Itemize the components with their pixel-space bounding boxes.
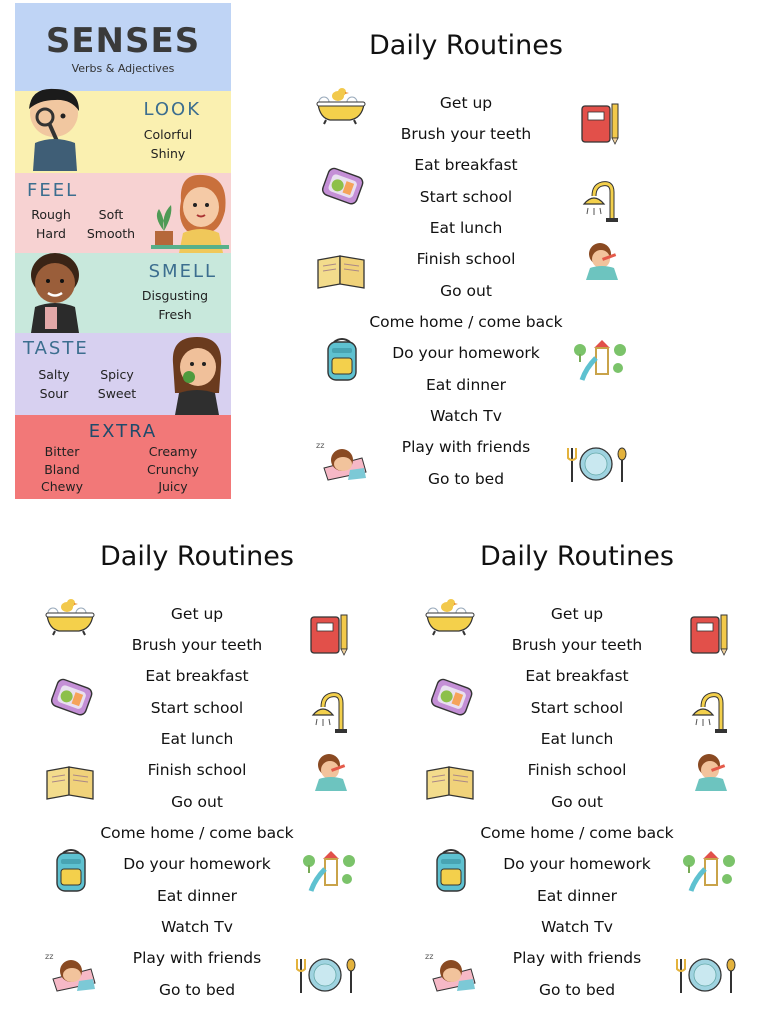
routine-item: Come home / come back — [369, 313, 563, 331]
routine-item: Eat dinner — [537, 887, 617, 905]
adj-juicy: Juicy — [158, 479, 188, 494]
routine-item: Get up — [170, 605, 224, 623]
shower-icon — [307, 691, 351, 735]
routine-item: Go to bed — [158, 981, 236, 999]
adj-salty: Salty — [38, 367, 70, 382]
routine-item: Do your homework — [123, 855, 271, 873]
brushing-teeth-icon — [580, 240, 622, 282]
routine-item: Do your homework — [392, 344, 540, 362]
sleeping-child-icon — [45, 949, 97, 993]
routines-title: Daily Routines — [100, 541, 294, 572]
plate-cutlery-icon — [566, 442, 630, 486]
routine-item: Watch Tv — [541, 918, 613, 936]
playground-icon — [681, 849, 739, 895]
brushing-teeth-icon — [689, 751, 731, 793]
notebook-icon — [578, 102, 622, 146]
routine-item: Eat dinner — [426, 376, 506, 394]
routine-item: Brush your teeth — [511, 636, 643, 654]
book-icon — [425, 761, 477, 803]
backpack-icon — [322, 336, 362, 382]
adj-soft: Soft — [98, 207, 124, 222]
routine-item: Brush your teeth — [131, 636, 263, 654]
notebook-icon — [687, 613, 731, 657]
routine-item: Go out — [551, 793, 603, 811]
routine-item: Eat lunch — [429, 219, 503, 237]
book-icon — [45, 761, 97, 803]
routine-item: Go to bed — [427, 470, 505, 488]
plate-cutlery-icon — [295, 953, 359, 997]
routine-item: Play with friends — [512, 949, 642, 967]
bathtub-icon — [316, 86, 366, 126]
adj-spicy: Spicy — [100, 367, 134, 382]
routine-item: Do your homework — [503, 855, 651, 873]
routine-item: Eat lunch — [160, 730, 234, 748]
adj-rough: Rough — [31, 207, 71, 222]
adj-disgusting: Disgusting — [141, 288, 209, 303]
routine-item: Eat breakfast — [414, 156, 518, 174]
routine-item: Come home / come back — [100, 824, 294, 842]
plate-cutlery-icon — [675, 953, 739, 997]
routines-title: Daily Routines — [369, 30, 563, 61]
lunchbox-icon — [49, 677, 95, 723]
daily-routines-card-3 — [407, 541, 747, 999]
child-smell-icon — [23, 251, 89, 333]
routine-item: Start school — [530, 699, 624, 717]
senses-subtitle: Verbs & Adjectives — [71, 62, 175, 75]
adj-colorful: Colorful — [143, 127, 193, 142]
child-eating-icon — [165, 333, 227, 415]
routine-item: Start school — [419, 188, 513, 206]
routines-title: Daily Routines — [480, 541, 674, 572]
sleeping-child-icon — [316, 438, 368, 482]
senses-card — [15, 3, 231, 499]
adj-creamy: Creamy — [148, 444, 198, 459]
routine-item: Get up — [550, 605, 604, 623]
sleeping-child-icon — [425, 949, 477, 993]
routine-item: Watch Tv — [430, 407, 502, 425]
extra-label: EXTRA — [88, 421, 158, 442]
daily-routines-card-1 — [296, 30, 636, 488]
routine-item: Finish school — [416, 250, 516, 268]
routine-item: Go to bed — [538, 981, 616, 999]
book-icon — [316, 250, 368, 292]
notebook-icon — [307, 613, 351, 657]
adj-sweet: Sweet — [97, 386, 137, 401]
routine-item: Finish school — [527, 761, 627, 779]
brushing-teeth-icon — [309, 751, 351, 793]
senses-title: SENSES — [45, 21, 201, 61]
routine-item: Get up — [439, 94, 493, 112]
routine-item: Play with friends — [401, 438, 531, 456]
taste-label: TASTE — [23, 338, 89, 359]
routine-item: Eat dinner — [157, 887, 237, 905]
adj-chewy: Chewy — [41, 479, 83, 494]
backpack-icon — [431, 847, 471, 893]
adj-sour: Sour — [39, 386, 69, 401]
routine-item: Eat lunch — [540, 730, 614, 748]
shower-icon — [578, 180, 622, 224]
playground-icon — [572, 338, 630, 384]
lunchbox-icon — [429, 677, 475, 723]
adj-hard: Hard — [36, 226, 66, 241]
smell-label: SMELL — [148, 261, 217, 282]
routine-item: Come home / come back — [480, 824, 674, 842]
bathtub-icon — [45, 597, 95, 637]
shower-icon — [687, 691, 731, 735]
routine-item: Brush your teeth — [400, 125, 532, 143]
daily-routines-card-2 — [27, 541, 367, 999]
routine-item: Eat breakfast — [525, 667, 629, 685]
routine-item: Finish school — [147, 761, 247, 779]
adj-bitter: Bitter — [44, 444, 80, 459]
adj-fresh: Fresh — [158, 307, 192, 322]
routine-item: Go out — [171, 793, 223, 811]
routine-item: Start school — [150, 699, 244, 717]
adj-smooth: Smooth — [86, 226, 136, 241]
adj-bland: Bland — [44, 462, 80, 477]
routine-item: Watch Tv — [161, 918, 233, 936]
child-plant-icon — [151, 171, 231, 253]
routine-item: Go out — [440, 282, 492, 300]
routine-item: Play with friends — [132, 949, 262, 967]
look-label: LOOK — [143, 99, 201, 120]
adj-crunchy: Crunchy — [147, 462, 199, 477]
routine-item: Eat breakfast — [145, 667, 249, 685]
child-magnifier-icon — [21, 85, 91, 171]
lunchbox-icon — [320, 166, 366, 212]
playground-icon — [301, 849, 359, 895]
feel-label: FEEL — [27, 180, 79, 201]
bathtub-icon — [425, 597, 475, 637]
adj-shiny: Shiny — [150, 146, 186, 161]
backpack-icon — [51, 847, 91, 893]
